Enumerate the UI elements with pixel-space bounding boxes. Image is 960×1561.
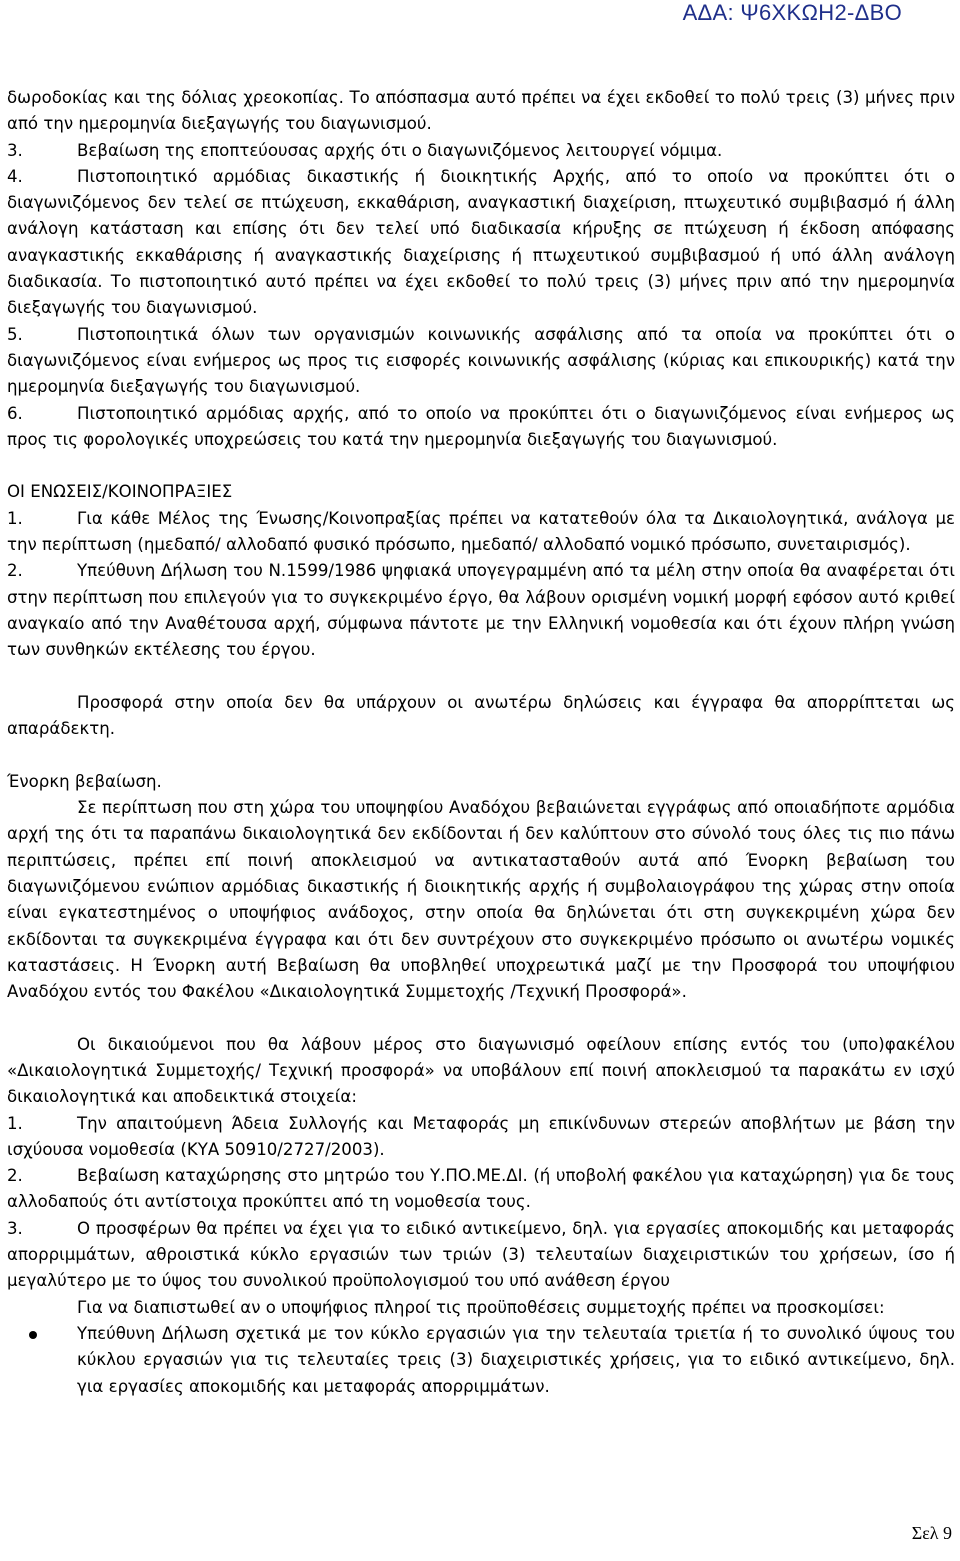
- paragraph: Προσφορά στην οποία δεν θα υπάρχουν οι ανωτέρω δηλώσεις και έγγραφα θα απορρίπτεται ως απαράδεκτη.: [7, 692, 955, 739]
- paragraph: Για να διαπιστωθεί αν ο υποψήφιος πληροί τις προϋποθέσεις συμμετοχής πρέπει να προσκομίσει:: [77, 1297, 885, 1317]
- list-item: 1. Για κάθε Μέλος της Ένωσης/Κοινοπραξίας πρέπει να κατατεθούν όλα τα Δικαιολογητικά, ανάλογα με την περίπτωση (ημεδαπό/ αλλοδαπό φυσικό πρόσωπο, ημεδαπό/ αλλοδαπό νομικό πρόσωπο, συνεταιρισμός).: [7, 508, 955, 555]
- list-item: 4. Πιστοποιητικό αρμόδιας δικαστικής ή διοικητικής Αρχής, από το οποίο να προκύπτει ότι ο διαγωνιζόμενος δεν τελεί σε πτώχευση, εκκαθάριση, αναγκαστική διαχείριση, πτωχευτικό συμβιβασμό ή άλλη ανάλογη κατάσταση και επίσης ότι δεν τελεί υπό διαδικασία κήρυξης σε πτώχευση ή έκδοση απόφασης αναγκαστικής εκκαθάρισης ή αναγκαστικής διαχείρισης ή πτωχευτικού συμβιβασμού ή υπό άλλη ανάλογη διαδικασία. Το πιστοποιητικό αυτό πρέπει να έχει εκδοθεί το πολύ τρεις (3) μήνες πριν από την ημερομηνία διεξαγωγής του διαγωνισμού.: [7, 166, 955, 318]
- document-body: [7, 85, 955, 1400]
- list-item: 6. Πιστοποιητικό αρμόδιας αρχής, από το οποίο να προκύπτει ότι ο διαγωνιζόμενος είναι ενήμερος ως προς τις φορολογικές υποχρεώσεις του κατά την ημερομηνία διεξαγωγής του διαγωνισμού.: [7, 403, 955, 449]
- paragraph-continuation: δωροδοκίας και της δόλιας χρεοκοπίας. Το απόσπασμα αυτό πρέπει να έχει εκδοθεί το πολύ τρεις (3) μήνες πριν από την ημερομηνία διεξαγωγής του διαγωνισμού.: [7, 88, 955, 134]
- section-heading: ΟΙ ΕΝΩΣΕΙΣ/ΚΟΙΝΟΠΡΑΞΙΕΣ: [7, 482, 233, 502]
- page-number: Σελ 9: [911, 1523, 952, 1543]
- list-item: 3. Ο προσφέρων θα πρέπει να έχει για το ειδικό αντικείμενο, δηλ. για εργασίες αποκομιδής και μεταφοράς απορριμμάτων, αθροιστικά κύκλο εργασιών των τριών (3) τελευταίων διαχειριστικών του χρήσεων, ίσο ή μεγαλύτερο με το ύψος του συνολικού προϋπολογισμού του υπό ανάθεση έργου: [7, 1218, 955, 1291]
- spacer: [7, 453, 955, 479]
- paragraph: Οι δικαιούμενοι που θα λάβουν μέρος στο διαγωνισμό οφείλουν επίσης εντός του (υπο)φακέλου «Δικαιολογητικά Συμμετοχής/ Τεχνική προσφορά» να υποβάλουν επί ποινή αποκλεισμού τα παρακάτω εν ισχύ δικαιολογητικά και αποδεικτικά στοιχεία:: [7, 1034, 955, 1107]
- spacer: [7, 742, 955, 768]
- paragraph: Σε περίπτωση που στη χώρα του υποψηφίου Αναδόχου βεβαιώνεται εγγράφως από οποιαδήποτε αρμόδια αρχή της ότι τα παραπάνω δικαιολογητικά δεν εκδίδονται ή δεν καλύπτουν στο σύνολό τους όλες τις πιο πάνω περιπτώσεις, πρέπει επί ποινή αποκλεισμού να αντικατασταθούν αυτά από Ένορκη βεβαίωση του διαγωνιζόμενου ενώπιον αρμόδιας δικαστικής ή διοικητικής αρχής ή συμβολαιογράφου της χώρας στην οποία είναι εγκατεστημένος ο υποψήφιος ανάδοχος, στην οποία θα δηλώνεται ότι στη συγκεκριμένη χώρα δεν εκδίδονται τα συγκεκριμένα έγγραφα και ότι δεν συντρέχουν στο συγκεκριμένο πρόσωπο οι ανωτέρω νομικές καταστάσεις. Η Ένορκη αυτή Βεβαίωση θα υποβληθεί υποχρεωτικά μαζί με την Προσφορά του υποψήφιου Αναδόχου εντός του Φακέλου «Δικαιολογητικά Συμμετοχής /Τεχνική Προσφορά».: [7, 798, 955, 1002]
- list-item: 2. Βεβαίωση καταχώρησης στο μητρώο του Υ.ΠΟ.ΜΕ.ΔΙ. (ή υποβολή φακέλου για καταχώρηση) για δε τους αλλοδαπούς ότι αντίστοιχα προκύπτει από τη νομοθεσία τους.: [7, 1166, 955, 1212]
- ada-code: ΑΔΑ: Ψ6ΧΚΩΗ2-ΔΒΟ: [682, 0, 902, 25]
- list-item: 5. Πιστοποιητικά όλων των οργανισμών κοινωνικής ασφάλισης από τα οποία να προκύπτει ότι ο διαγωνιζόμενος είναι ενήμερος ως προς τις εισφορές κοινωνικής ασφάλισης (κύριας και επικουρικής) κατά την ημερομηνία διεξαγωγής του διαγωνισμού.: [7, 324, 955, 397]
- bullet-icon: [29, 1331, 37, 1339]
- list-item: 1. Την απαιτούμενη Άδεια Συλλογής και Μεταφοράς μη επικίνδυνων στερεών αποβλήτων με βάση την ισχύουσα νομοθεσία (ΚΥΑ 50910/2727/2003).: [7, 1113, 955, 1159]
- list-item: 3. Βεβαίωση της εποπτεύουσας αρχής ότι ο διαγωνιζόμενος λειτουργεί νόμιμα.: [7, 140, 723, 160]
- section-heading: Ένορκη βεβαίωση.: [7, 771, 162, 791]
- list-item: 2. Υπεύθυνη Δήλωση του Ν.1599/1986 ψηφιακά υπογεγραμμένη από τα μέλη στην οποία θα αναφέρεται ότι στην περίπτωση που επιλεγούν για το συγκεκριμένο έργο, θα λάβουν ορισμένη νομική μορφή εφόσον αυτό κριθεί αναγκαίο από την Αναθέτουσα αρχή, σύμφωνα πάντοτε με την Ελληνική νομοθεσία και ότι έχουν πλήρη γνώση των συνθηκών εκτέλεσης του έργου.: [7, 561, 955, 660]
- bullet-item: Υπεύθυνη Δήλωση σχετικά με τον κύκλο εργασιών για την τελευταία τριετία ή το συνολικό ύψους του κύκλου εργασιών για τις τελευταίες τρεις (3) διαχειριστικές χρήσεις, για το ειδικό αντικείμενο, δηλ. για εργασίες αποκομιδής και μεταφοράς απορριμμάτων.: [7, 1321, 955, 1400]
- spacer: [7, 1005, 955, 1031]
- spacer: [7, 664, 955, 690]
